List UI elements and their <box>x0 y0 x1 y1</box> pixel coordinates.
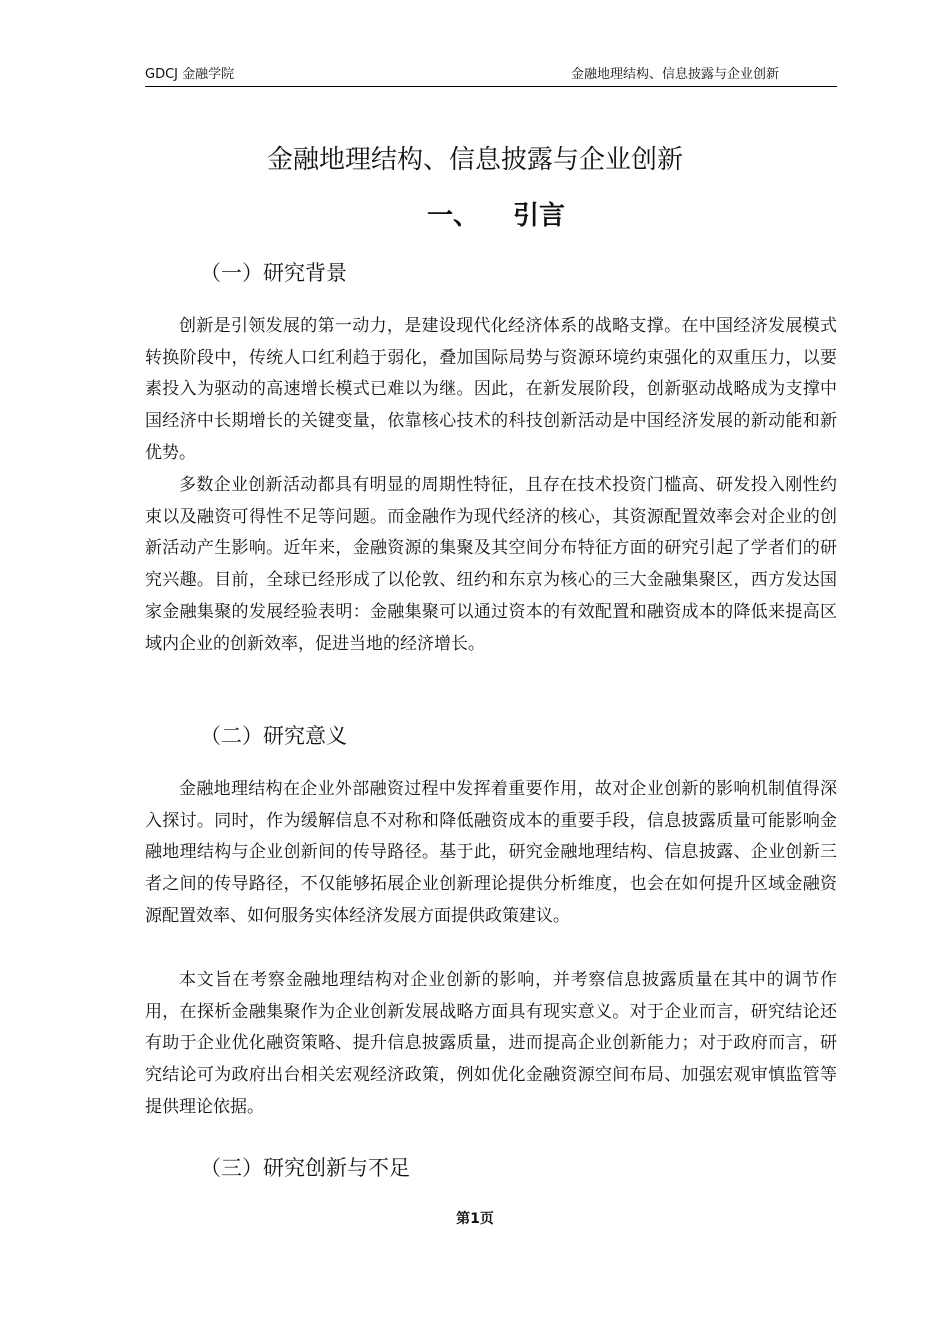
header-right-text: 金融地理结构、信息披露与企业创新 <box>570 67 779 82</box>
header-left-text: GDCJ 金融学院 <box>145 67 235 82</box>
page-header <box>145 66 837 87</box>
paragraph-significance-1: 金融地理结构在企业外部融资过程中发挥着重要作用，故对企业创新的影响机制值得深入探讨。同时，作为缓解信息不对称和降低融资成本的重要手段，信息披露质量可能影响金融地理结构与企业创新间的传导路径。基于此，研究金融地理结构、信息披露、企业创新三者之间的传导路径，不仅能够拓展企业创新理论提供分析维度，也会在如何提升区域金融资源配置效率、如何服务实体经济发展方面提供政策建议。 <box>145 779 837 926</box>
paragraph-background-1: 创新是引领发展的第一动力，是建设现代化经济体系的战略支撑。在中国经济发展模式转换阶段中，传统人口红利趋于弱化，叠加国际局势与资源环境约束强化的双重压力，以要素投入为驱动的高速增长模式已难以为继。因此，在新发展阶段，创新驱动战略成为支撑中国经济中长期增长的关键变量，依靠核心技术的科技创新活动是中国经济发展的新动能和新优势。 <box>145 316 837 463</box>
section-heading-innovation: （三）研究创新与不足 <box>200 1156 410 1180</box>
chapter-heading <box>427 196 565 236</box>
paragraph-background-2: 多数企业创新活动都具有明显的周期性特征，且存在技术投资门槛高、研发投入刚性约束以及融资可得性不足等问题。而金融作为现代经济的核心，其资源配置效率会对企业的创新活动产生影响。近年来，金融资源的集聚及其空间分布特征方面的研究引起了学者们的研究兴趣。目前，全球已经形成了以伦敦、纽约和东京为核心的三大金融集聚区，西方发达国家金融集聚的发展经验表明：金融集聚可以通过资本的有效配置和融资成本的降低来提高区域内企业的创新效率，促进当地的经济增长。 <box>145 475 837 654</box>
section-heading-significance: （二）研究意义 <box>200 724 347 748</box>
chapter-number: 一、 <box>427 201 480 231</box>
chapter-title: 引言 <box>513 201 566 231</box>
section-heading-background: （一）研究背景 <box>200 261 347 285</box>
page-number: 第1页 <box>456 1211 494 1227</box>
paragraph-significance-2: 本文旨在考察金融地理结构对企业创新的影响，并考察信息披露质量在其中的调节作用，在探析金融集聚作为企业创新发展战略方面具有现实意义。对于企业而言，研究结论还有助于企业优化融资策略、提升信息披露质量，进而提高企业创新能力；对于政府而言，研究结论可为政府出台相关宏观经济政策，例如优化金融资源空间布局、加强宏观审慎监管等提供理论依据。 <box>145 970 837 1117</box>
document-title: 金融地理结构、信息披露与企业创新 <box>266 145 683 175</box>
